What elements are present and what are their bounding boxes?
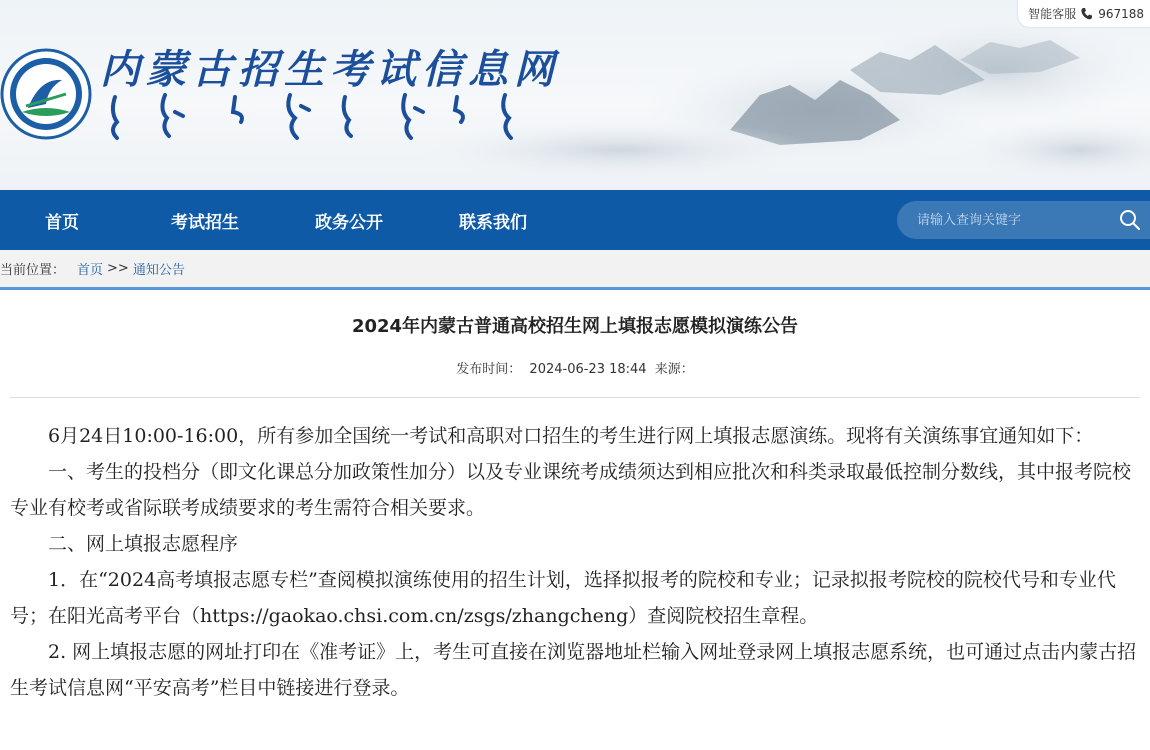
- article-body: [10, 418, 1140, 706]
- article-paragraph: 1．在“2024高考填报志愿专栏”查阅模拟演练使用的招生计划，选择拟报考的院校和专业；记录拟报考院校的院校代号和专业代号；在阳光高考平台（https://gaokao.chsi.com.cn/zsgs/zhangcheng）查阅院校招生章程。: [10, 569, 1116, 627]
- breadcrumb-home-link[interactable]: 首页: [77, 263, 104, 278]
- breadcrumb-prefix: 当前位置：: [0, 263, 66, 278]
- breadcrumb-separator: >>: [107, 261, 129, 276]
- article-title: 2024年内蒙古普通高校招生网上填报志愿模拟演练公告: [351, 316, 799, 337]
- article-meta: [0, 358, 1150, 377]
- search-icon: [1119, 209, 1141, 231]
- search-box: [897, 201, 1150, 239]
- search-input[interactable]: [897, 202, 1115, 238]
- main-nav: [0, 190, 1150, 250]
- nav-item-contact-us[interactable]: 联系我们: [459, 212, 527, 233]
- smart-service-tag[interactable]: [1018, 0, 1150, 27]
- publish-time-label: 发布时间：: [456, 362, 522, 377]
- article-paragraph: 二、网上填报志愿程序: [48, 533, 239, 555]
- title-divider: [10, 397, 1140, 398]
- source-label: 来源：: [654, 362, 694, 377]
- search-button[interactable]: [1115, 205, 1145, 235]
- service-number: 967188: [1098, 6, 1144, 21]
- breadcrumb: [0, 250, 1150, 290]
- publish-time-value: 2024-06-23 18:44: [529, 362, 647, 377]
- article-paragraph: 6月24日10:00-16:00，所有参加全国统一考试和高职对口招生的考生进行网上填报志愿演练。现将有关演练事宜通知如下：: [48, 425, 1094, 447]
- smart-service-label: 智能客服: [1028, 7, 1077, 21]
- header-banner: [0, 0, 1150, 190]
- nav-item-government-affairs[interactable]: 政务公开: [315, 212, 383, 233]
- article-paragraph: 2. 网上填报志愿的网址打印在《准考证》上，考生可直接在浏览器地址栏输入网址登录网上填报志愿系统，也可通过点击内蒙古招生考试信息网“平安高考”栏目中链接进行登录。: [10, 641, 1137, 699]
- logo-emblem[interactable]: [0, 48, 92, 140]
- breadcrumb-current-link[interactable]: 通知公告: [132, 263, 185, 278]
- nav-item-home[interactable]: 首页: [45, 212, 79, 233]
- nav-item-exam-enrollment[interactable]: 考试招生: [171, 212, 239, 233]
- mongolian-script-logo: [105, 92, 525, 142]
- site-title: 内蒙古招生考试信息网: [100, 46, 560, 93]
- article-paragraph: 一、考生的投档分（即文化课总分加政策性加分）以及专业课统考成绩须达到相应批次和科类录取最低控制分数线，其中报考院校专业有校考或省际联考成绩要求的考生需符合相关要求。: [10, 461, 1132, 519]
- phone-icon: [1080, 7, 1094, 21]
